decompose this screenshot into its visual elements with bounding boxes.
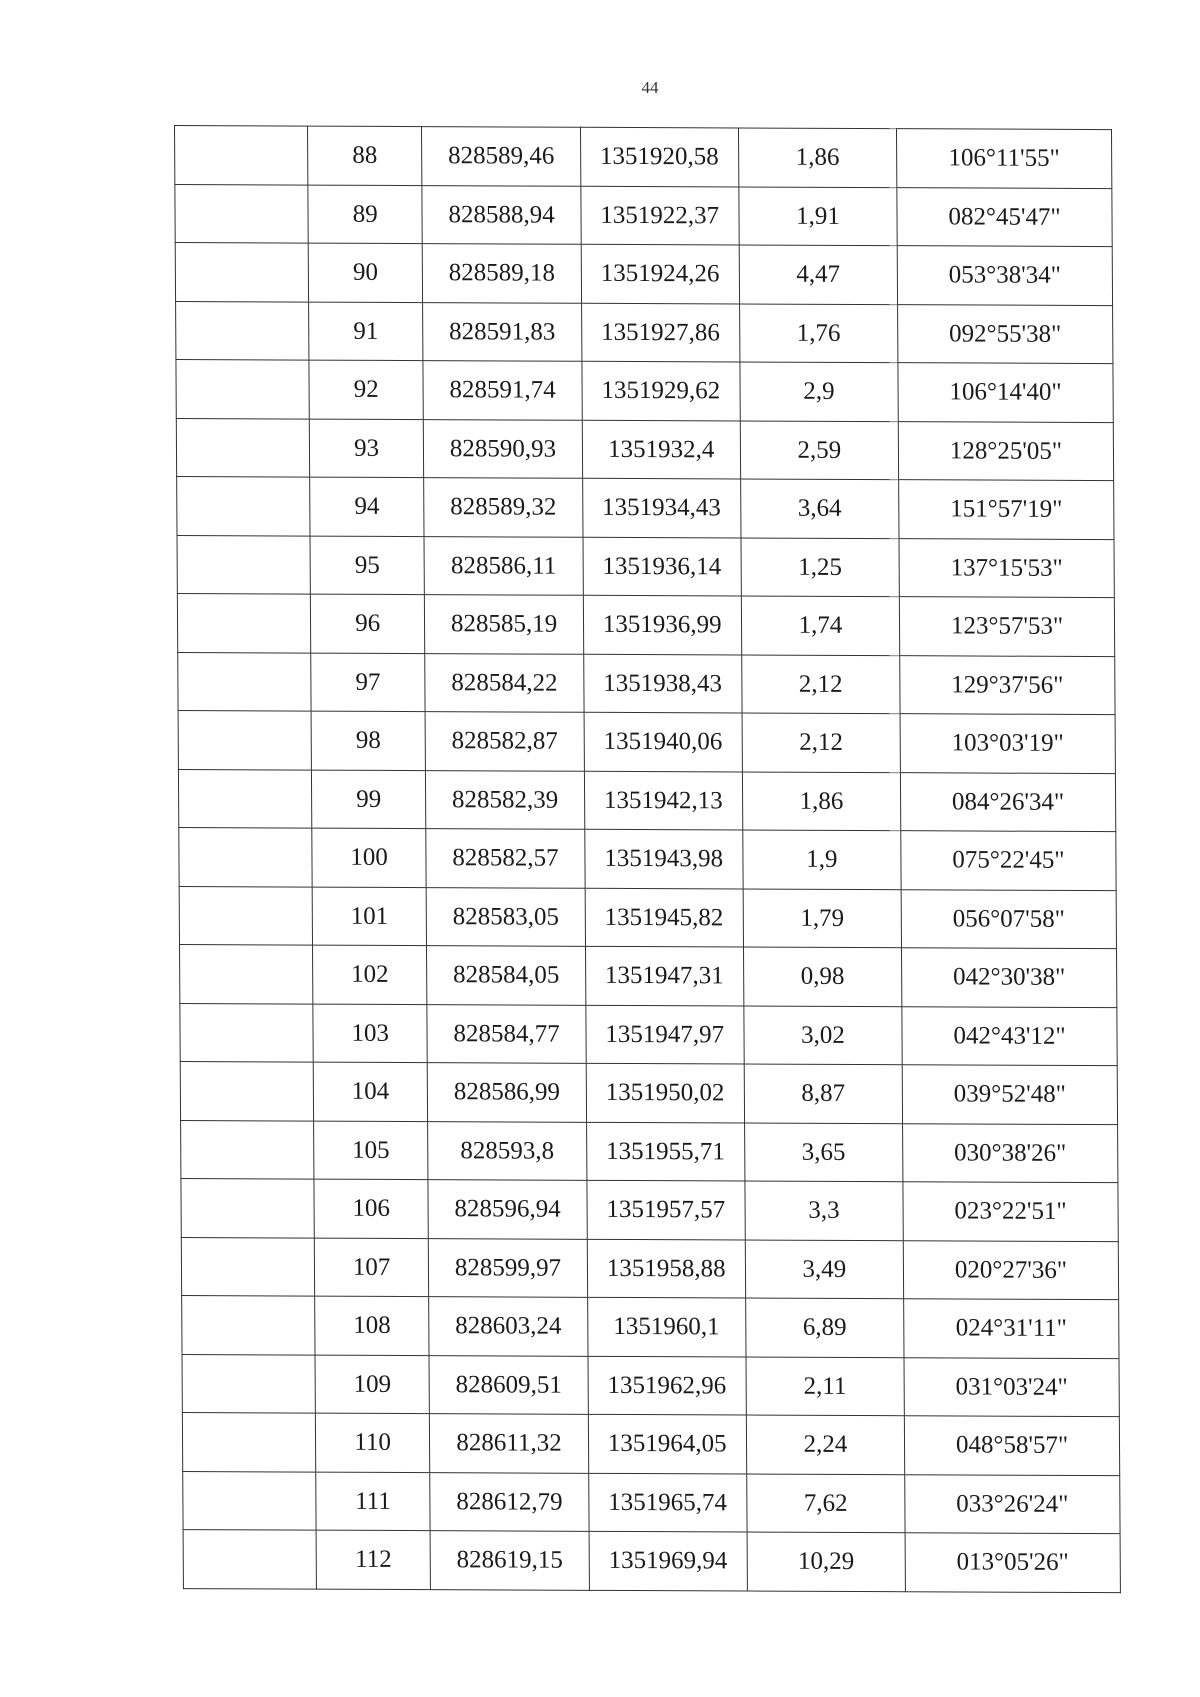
table-row [175,126,1112,189]
length-cell: 1,91 [739,186,898,245]
empty-cell [181,1179,314,1238]
direction-angle-cell: 024°31'11" [904,1299,1119,1358]
point-number-cell: 90 [308,243,423,302]
direction-angle-cell: 013°05'26" [905,1533,1120,1592]
empty-cell [177,477,310,536]
empty-cell [183,1471,316,1530]
y-coordinate-cell: 1351960,1 [587,1297,746,1356]
x-coordinate-cell: 828619,15 [430,1531,589,1590]
point-number-cell: 98 [311,711,426,770]
y-coordinate-cell: 1351957,57 [587,1180,746,1239]
point-number-cell: 100 [312,828,427,887]
point-number-cell: 106 [314,1179,429,1238]
x-coordinate-cell: 828591,83 [423,302,582,361]
length-cell: 1,86 [738,128,897,187]
direction-angle-cell: 084°26'34" [900,772,1115,831]
y-coordinate-cell: 1351920,58 [580,127,739,186]
length-cell: 6,89 [745,1298,904,1357]
y-coordinate-cell: 1351965,74 [588,1473,747,1532]
empty-cell [179,886,312,945]
y-coordinate-cell: 1351936,99 [583,595,742,654]
coordinates-table [174,125,1121,1593]
x-coordinate-cell: 828586,11 [424,536,583,595]
table-row [177,594,1114,657]
direction-angle-cell: 137°15'53" [899,538,1114,597]
y-coordinate-cell: 1351962,96 [588,1356,747,1415]
table-row [177,477,1114,540]
x-coordinate-cell: 828585,19 [425,595,584,654]
table-row [177,535,1114,598]
empty-cell [182,1413,315,1472]
direction-angle-cell: 082°45'47" [897,187,1112,246]
point-number-cell: 110 [315,1413,430,1472]
point-number-cell: 96 [310,594,425,653]
length-cell: 2,24 [746,1415,905,1474]
direction-angle-cell: 039°52'48" [902,1065,1117,1124]
table-row [182,1354,1119,1417]
x-coordinate-cell: 828589,46 [422,127,581,186]
length-cell: 4,47 [739,245,898,304]
x-coordinate-cell: 828596,94 [428,1180,587,1239]
y-coordinate-cell: 1351932,4 [582,420,741,479]
direction-angle-cell: 123°57'53" [899,597,1114,656]
y-coordinate-cell: 1351964,05 [588,1414,747,1473]
length-cell: 1,86 [742,771,901,830]
direction-angle-cell: 042°43'12" [902,1006,1117,1065]
y-coordinate-cell: 1351938,43 [583,654,742,713]
x-coordinate-cell: 828583,05 [427,887,586,946]
table-row [181,1237,1118,1300]
point-number-cell: 102 [312,945,427,1004]
x-coordinate-cell: 828591,74 [423,361,582,420]
empty-cell [176,301,309,360]
direction-angle-cell: 151°57'19" [899,480,1114,539]
x-coordinate-cell: 828609,51 [429,1355,588,1414]
point-number-cell: 101 [312,887,427,946]
point-number-cell: 97 [311,653,426,712]
empty-cell [179,828,312,887]
table-row [176,360,1113,423]
y-coordinate-cell: 1351943,98 [584,829,743,888]
point-number-cell: 95 [310,536,425,595]
table-row [178,652,1115,715]
x-coordinate-cell: 828584,77 [427,1004,586,1063]
x-coordinate-cell: 828590,93 [424,419,583,478]
x-coordinate-cell: 828588,94 [422,185,581,244]
y-coordinate-cell: 1351969,94 [589,1531,748,1590]
direction-angle-cell: 023°22'51" [903,1182,1118,1241]
direction-angle-cell: 128°25'05" [898,421,1113,480]
length-cell: 2,12 [741,654,900,713]
direction-angle-cell: 106°14'40" [898,363,1113,422]
table-row [175,243,1112,306]
direction-angle-cell: 042°30'38" [901,948,1116,1007]
x-coordinate-cell: 828584,22 [425,653,584,712]
length-cell: 1,74 [741,596,900,655]
direction-angle-cell: 092°55'38" [898,304,1113,363]
direction-angle-cell: 075°22'45" [901,831,1116,890]
y-coordinate-cell: 1351945,82 [585,888,744,947]
direction-angle-cell: 129°37'56" [900,655,1115,714]
point-number-cell: 104 [313,1062,428,1121]
table-row [175,184,1112,247]
length-cell: 2,11 [746,1357,905,1416]
point-number-cell: 89 [308,185,423,244]
table-row [181,1179,1118,1242]
table-row [182,1413,1119,1476]
y-coordinate-cell: 1351942,13 [584,771,743,830]
empty-cell [183,1530,316,1589]
table-row [181,1120,1118,1183]
empty-cell [177,594,310,653]
empty-cell [178,711,311,770]
direction-angle-cell: 103°03'19" [900,714,1115,773]
empty-cell [180,1062,313,1121]
x-coordinate-cell: 828612,79 [430,1472,589,1531]
x-coordinate-cell: 828589,32 [424,478,583,537]
x-coordinate-cell: 828599,97 [429,1238,588,1297]
point-number-cell: 91 [308,302,423,361]
length-cell: 0,98 [743,947,902,1006]
direction-angle-cell: 020°27'36" [903,1240,1118,1299]
direction-angle-cell: 106°11'55" [896,129,1111,188]
length-cell: 2,9 [740,362,899,421]
table-row [180,945,1117,1008]
point-number-cell: 105 [313,1121,428,1180]
length-cell: 3,64 [740,479,899,538]
empty-cell [181,1237,314,1296]
table-row [178,769,1115,832]
empty-cell [178,652,311,711]
direction-angle-cell: 053°38'34" [897,246,1112,305]
y-coordinate-cell: 1351927,86 [581,303,740,362]
table-row [176,418,1113,481]
direction-angle-cell: 048°58'57" [904,1416,1119,1475]
point-number-cell: 109 [315,1355,430,1414]
point-number-cell: 112 [316,1530,431,1589]
length-cell: 3,65 [744,1123,903,1182]
table-row [179,886,1116,949]
y-coordinate-cell: 1351940,06 [584,712,743,771]
table-row [182,1296,1119,1359]
y-coordinate-cell: 1351947,97 [585,1005,744,1064]
direction-angle-cell: 033°26'24" [905,1474,1120,1533]
length-cell: 3,3 [745,1181,904,1240]
y-coordinate-cell: 1351958,88 [587,1239,746,1298]
table-body [175,126,1121,1593]
length-cell: 3,02 [744,1006,903,1065]
length-cell: 2,59 [740,420,899,479]
empty-cell [175,184,308,243]
table-row [180,1062,1117,1125]
direction-angle-cell: 056°07'58" [901,889,1116,948]
point-number-cell: 94 [309,477,424,536]
table-row [176,301,1113,364]
y-coordinate-cell: 1351924,26 [581,244,740,303]
point-number-cell: 103 [313,1004,428,1063]
y-coordinate-cell: 1351955,71 [586,1122,745,1181]
x-coordinate-cell: 828611,32 [430,1414,589,1473]
x-coordinate-cell: 828586,99 [428,1063,587,1122]
x-coordinate-cell: 828584,05 [427,946,586,1005]
point-number-cell: 111 [316,1472,431,1531]
y-coordinate-cell: 1351929,62 [582,361,741,420]
length-cell: 7,62 [746,1474,905,1533]
point-number-cell: 99 [311,770,426,829]
y-coordinate-cell: 1351950,02 [586,1063,745,1122]
empty-cell [176,360,309,419]
x-coordinate-cell: 828589,18 [423,244,582,303]
y-coordinate-cell: 1351936,14 [583,537,742,596]
x-coordinate-cell: 828582,87 [425,712,584,771]
empty-cell [182,1296,315,1355]
x-coordinate-cell: 828603,24 [429,1297,588,1356]
length-cell: 3,49 [745,1240,904,1299]
y-coordinate-cell: 1351934,43 [582,478,741,537]
y-coordinate-cell: 1351947,31 [585,946,744,1005]
direction-angle-cell: 031°03'24" [904,1357,1119,1416]
empty-cell [181,1120,314,1179]
x-coordinate-cell: 828593,8 [428,1121,587,1180]
x-coordinate-cell: 828582,57 [426,829,585,888]
page-number: 44 [641,78,659,97]
point-number-cell: 88 [307,126,422,185]
point-number-cell: 107 [314,1238,429,1297]
empty-cell [176,418,309,477]
length-cell: 10,29 [747,1532,906,1591]
empty-cell [182,1354,315,1413]
x-coordinate-cell: 828582,39 [426,770,585,829]
empty-cell [175,243,308,302]
length-cell: 2,12 [742,713,901,772]
y-coordinate-cell: 1351922,37 [580,186,739,245]
point-number-cell: 108 [314,1296,429,1355]
empty-cell [177,535,310,594]
table-row [178,711,1115,774]
empty-cell [180,1003,313,1062]
table-row [179,828,1116,891]
empty-cell [178,769,311,828]
length-cell: 1,9 [743,830,902,889]
point-number-cell: 92 [309,360,424,419]
direction-angle-cell: 030°38'26" [903,1123,1118,1182]
length-cell: 1,76 [739,303,898,362]
length-cell: 1,25 [741,537,900,596]
table-row [183,1530,1120,1593]
table-row [183,1471,1120,1534]
table-row [180,1003,1117,1066]
length-cell: 8,87 [744,1064,903,1123]
length-cell: 1,79 [743,888,902,947]
empty-cell [180,945,313,1004]
empty-cell [175,126,308,185]
point-number-cell: 93 [309,419,424,478]
